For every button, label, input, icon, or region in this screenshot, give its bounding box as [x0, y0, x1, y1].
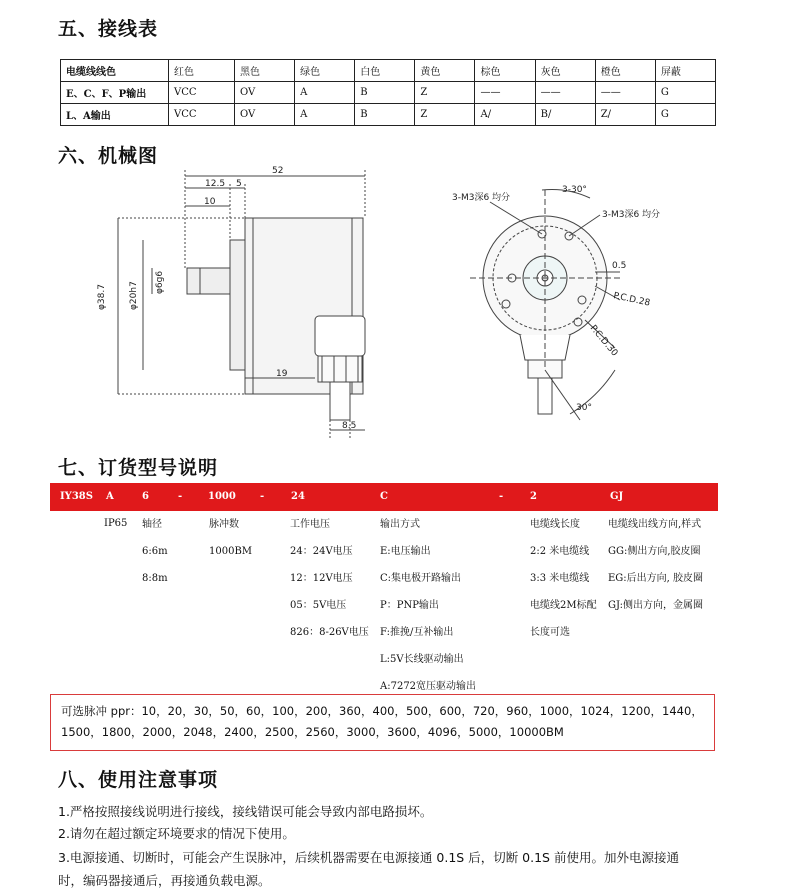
order-col-item: F:推挽/互补输出 [380, 627, 454, 638]
table-cell: OV [234, 82, 294, 104]
table-cell: 白色 [355, 60, 415, 82]
order-col-item: L:5V长线驱动输出 [380, 654, 464, 665]
front-view-drawing [430, 170, 675, 440]
table-cell: B/ [535, 104, 595, 126]
dim-label: φ38.7 [97, 284, 107, 310]
dim-label: 5 [236, 179, 242, 189]
order-code-part: - [178, 491, 183, 502]
table-cell: B [355, 82, 415, 104]
table-cell: Z [415, 104, 475, 126]
note-item: 1.严格按照接线说明进行接线，接线错误可能会导致内部电路损坏。 [58, 804, 433, 819]
cable [330, 382, 350, 420]
table-cell: —— [595, 82, 655, 104]
order-col-item: C:集电极开路输出 [380, 573, 462, 584]
order-code-part: IY38S [60, 491, 93, 502]
wiring-table [60, 59, 716, 126]
table-cell: 棕色 [475, 60, 535, 82]
table-row [61, 104, 716, 126]
order-col-item: 24：24V电压 [290, 546, 353, 557]
order-col-item: 2:2 米电缆线 [530, 546, 590, 557]
order-col-item: 8:8m [142, 573, 168, 584]
order-col-item: 1000BM [209, 546, 253, 557]
table-cell: 橙色 [595, 60, 655, 82]
table-cell: L、A输出 [61, 104, 169, 126]
table-cell: 灰色 [535, 60, 595, 82]
dim-label: 8.5 [342, 421, 357, 431]
ppr-options-box [50, 694, 715, 751]
section-title-mechanical: 六、机械图 [58, 145, 159, 167]
table-cell: VCC [169, 82, 235, 104]
ppr-line: 1500，1800，2000，2048，2400，2500，2560，3000，3600，4096，5000，10000BM [61, 725, 564, 739]
table-header-row [61, 60, 716, 82]
dim-label: 52 [272, 166, 284, 176]
order-col-voltage [290, 511, 369, 646]
order-col-item: IP65 [104, 518, 128, 529]
order-col-shaft [142, 511, 168, 592]
order-col-item: 电缆线2M标配 [530, 600, 597, 611]
table-cell: —— [475, 82, 535, 104]
table-cell: A/ [475, 104, 535, 126]
table-row [61, 82, 716, 104]
table-cell: 电缆线线色 [61, 60, 169, 82]
order-code-part: C [380, 491, 388, 502]
dim-label: 19 [276, 369, 288, 379]
dim-label: 3-30° [562, 185, 587, 195]
table-cell: Z [415, 82, 475, 104]
flange [230, 240, 245, 370]
order-col-item: 工作电压 [290, 519, 330, 530]
table-cell: A [295, 82, 355, 104]
order-col-item: E:电压输出 [380, 546, 431, 557]
table-cell: 屏蔽 [655, 60, 715, 82]
order-col-item: P：PNP输出 [380, 600, 439, 611]
dim-label: 30° [576, 403, 592, 413]
table-cell: G [655, 82, 715, 104]
cable-gland [315, 316, 365, 356]
dim-label: 12.5 [205, 179, 226, 189]
order-code-part: - [499, 491, 504, 502]
dim-label: 10 [204, 197, 216, 207]
table-cell: 黄色 [415, 60, 475, 82]
order-col-item: 826：8-26V电压 [290, 627, 369, 638]
dim-label: 0.5 [612, 261, 627, 271]
section-title-ordering: 七、订货型号说明 [58, 457, 219, 479]
order-col-item: EG:后出方向, 胶皮圈 [608, 573, 704, 584]
order-col-item: 脉冲数 [209, 519, 239, 530]
table-cell: OV [234, 104, 294, 126]
order-col-cable-length [530, 511, 597, 646]
order-code-part: 2 [530, 491, 537, 502]
section-title-wiring: 五、接线表 [58, 18, 159, 40]
order-col-item: GG:侧出方向,胶皮圈 [608, 546, 701, 557]
order-code-part: - [260, 491, 265, 502]
note-item: 2.请勿在超过额定环境要求的情况下使用。 [58, 826, 295, 841]
order-code-bar [50, 483, 718, 511]
dim-label: 3-M3深6 均分 [602, 210, 661, 220]
order-col-item: 电缆线出线方向,样式 [608, 519, 702, 530]
order-col-cable-direction [608, 511, 703, 619]
ppr-line: 可选脉冲 ppr：10，20，30，50，60，100，200，360，400，500，600，720，960，1000，1024，1200，1440， [61, 704, 703, 718]
order-code-part: 24 [291, 491, 305, 502]
table-cell: A [295, 104, 355, 126]
table-cell: —— [535, 82, 595, 104]
shaft [187, 268, 230, 294]
table-cell: 绿色 [295, 60, 355, 82]
order-col-pulses [209, 511, 252, 565]
order-col-item: 05：5V电压 [290, 600, 347, 611]
table-cell: B [355, 104, 415, 126]
order-col-item: 长度可选 [530, 627, 570, 638]
note-item: 时，编码器接通后，再接通负载电源。 [58, 873, 271, 888]
order-col-item: 输出方式 [380, 519, 420, 530]
order-col-item: 3:3 米电缆线 [530, 573, 590, 584]
table-cell: G [655, 104, 715, 126]
table-cell: 红色 [169, 60, 235, 82]
table-cell: 黑色 [234, 60, 294, 82]
order-code-part: A [106, 491, 114, 502]
order-col-item: 6:6m [142, 546, 168, 557]
dim-label: φ6g6 [155, 270, 165, 294]
table-cell: VCC [169, 104, 235, 126]
section-title-notes: 八、使用注意事项 [58, 769, 219, 791]
dim-label: φ20h7 [129, 281, 139, 310]
order-col-item: 电缆线长度 [530, 519, 580, 530]
table-cell: E、C、F、P输出 [61, 82, 169, 104]
table-cell: Z/ [595, 104, 655, 126]
order-col-item: A:7272宽压驱动输出 [380, 681, 477, 692]
order-col-protection [104, 518, 127, 529]
cable-nut [318, 356, 362, 382]
order-code-part: GJ [610, 491, 624, 502]
order-code-part: 1000 [208, 491, 236, 502]
dim-label: 3-M3深6 均分 [452, 193, 511, 203]
order-col-item: 轴径 [142, 519, 162, 530]
side-view-drawing [90, 160, 380, 450]
order-col-item: 12：12V电压 [290, 573, 353, 584]
note-item: 3.电源接通、切断时，可能会产生误脉冲，后续机器需要在电源接通 0.1S 后，切断 0.1S 前使用。加外电源接通 [58, 850, 679, 865]
order-code-part: 6 [142, 491, 149, 502]
order-col-output [380, 511, 476, 700]
dim-label: P.C.D.30 [587, 323, 620, 359]
cable [538, 378, 552, 414]
order-col-item: GJ:侧出方向，金属圈 [608, 600, 703, 611]
dim-label: P.C.D.28 [612, 291, 651, 309]
